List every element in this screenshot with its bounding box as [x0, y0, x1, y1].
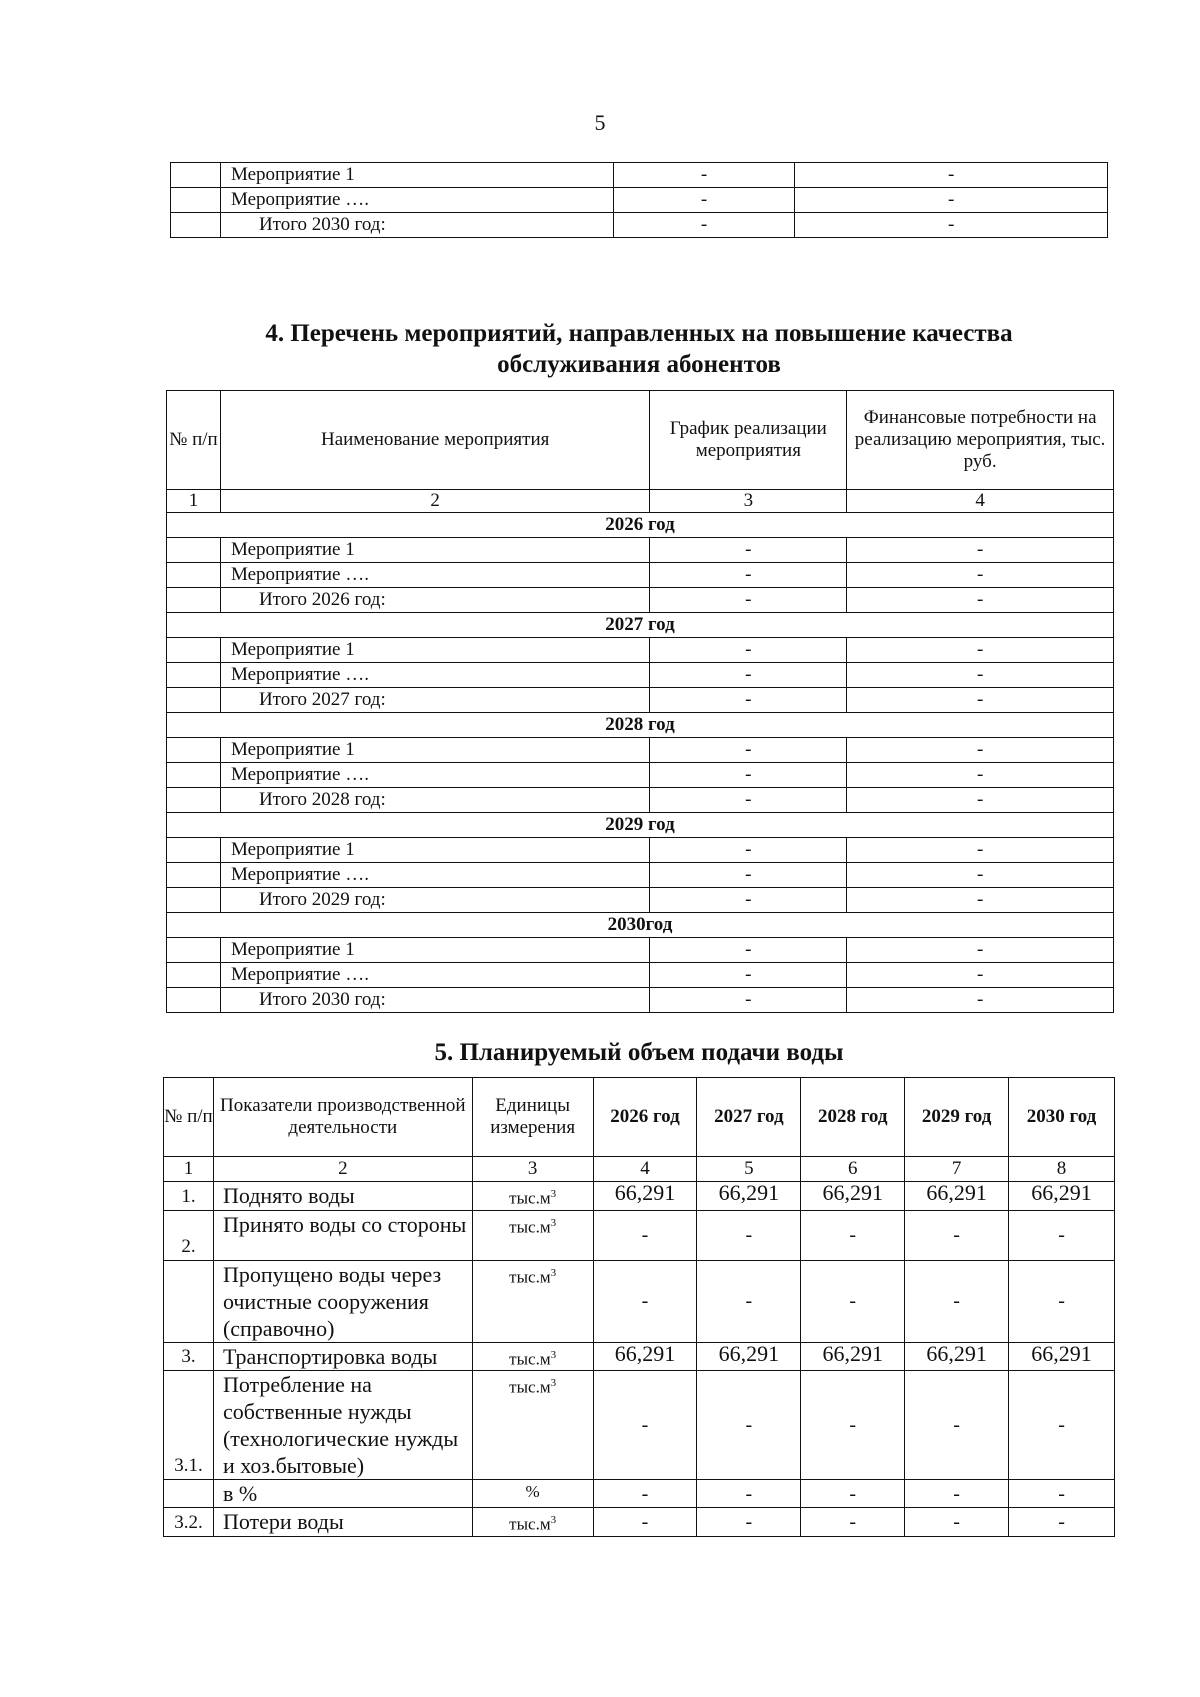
col-number: 6 [801, 1157, 905, 1182]
measure-name: Итого 2030 год: [220, 213, 613, 238]
measure-row [167, 763, 1114, 788]
row-num [167, 863, 221, 888]
total-row [171, 213, 1108, 238]
year-label: 2026 год [167, 513, 1114, 538]
schedule-value: - [650, 788, 847, 813]
measure-name: Мероприятие 1 [220, 938, 649, 963]
year-value: - [905, 1260, 1009, 1342]
unit-cell [472, 1508, 593, 1537]
unit-superscript: 3 [550, 1266, 557, 1279]
header-name: Наименование мероприятия [220, 391, 649, 490]
measure-name: Итого 2026 год: [220, 588, 649, 613]
year-value: - [905, 1371, 1009, 1480]
year-value: 66,291 [593, 1182, 697, 1211]
header-unit: Единицы измерения [472, 1078, 593, 1157]
schedule-value: - [613, 188, 795, 213]
unit-label: тыс.м [509, 1267, 551, 1287]
row-num: 3.2. [164, 1508, 214, 1537]
row-num [167, 738, 221, 763]
indicator-row [164, 1371, 1115, 1480]
year-value: - [905, 1480, 1009, 1508]
indicator-name: Поднято воды [213, 1182, 472, 1211]
row-num: 1. [164, 1182, 214, 1211]
header-finance: Финансовые потребности на реализацию мероприятия, тыс. руб. [847, 391, 1114, 490]
year-value: 66,291 [697, 1182, 801, 1211]
column-number-row [164, 1157, 1115, 1182]
total-row [167, 988, 1114, 1013]
year-value: 66,291 [1009, 1182, 1115, 1211]
year-row [167, 613, 1114, 638]
schedule-value: - [650, 963, 847, 988]
indicator-name: Потери воды [213, 1508, 472, 1537]
finance-value: - [847, 688, 1114, 713]
indicator-row [164, 1260, 1115, 1342]
header-schedule: График реализации мероприятия [650, 391, 847, 490]
finance-value: - [847, 663, 1114, 688]
indicator-row [164, 1508, 1115, 1537]
schedule-value: - [650, 888, 847, 913]
finance-value: - [847, 763, 1114, 788]
col-number: 5 [697, 1157, 801, 1182]
measure-row [167, 563, 1114, 588]
row-num [164, 1260, 214, 1342]
measure-name: Мероприятие …. [220, 863, 649, 888]
year-value: - [593, 1371, 697, 1480]
measure-row [171, 188, 1108, 213]
year-value: - [697, 1260, 801, 1342]
unit-superscript: 3 [550, 1514, 557, 1527]
col-number: 2 [220, 490, 649, 513]
measure-name: Мероприятие …. [220, 963, 649, 988]
measure-row [167, 663, 1114, 688]
row-num: 3. [164, 1342, 214, 1371]
schedule-value: - [613, 213, 795, 238]
schedule-value: - [650, 763, 847, 788]
finance-value: - [795, 163, 1108, 188]
measure-name: Мероприятие 1 [220, 538, 649, 563]
indicator-name: Транспортировка воды [213, 1342, 472, 1371]
indicator-row [164, 1480, 1115, 1508]
row-num [171, 163, 221, 188]
schedule-value: - [650, 938, 847, 963]
finance-value: - [847, 963, 1114, 988]
indicator-row [164, 1342, 1115, 1371]
measures-table [166, 390, 1114, 1013]
year-value: - [905, 1210, 1009, 1260]
year-value: - [1009, 1371, 1115, 1480]
header-year: 2030 год [1009, 1078, 1115, 1157]
unit-label: тыс.м [509, 1514, 551, 1534]
finance-value: - [847, 863, 1114, 888]
year-value: - [801, 1508, 905, 1537]
finance-value: - [847, 538, 1114, 563]
year-value: 66,291 [1009, 1342, 1115, 1371]
year-value: 66,291 [697, 1342, 801, 1371]
unit-cell [472, 1480, 593, 1508]
indicator-name: в % [213, 1480, 472, 1508]
total-row [167, 788, 1114, 813]
indicator-name: Принято воды со стороны [213, 1210, 472, 1260]
col-number: 1 [164, 1157, 214, 1182]
unit-cell [472, 1260, 593, 1342]
measure-row [167, 863, 1114, 888]
year-value: - [697, 1508, 801, 1537]
header-num: № п/п [167, 391, 221, 490]
col-number: 3 [472, 1157, 593, 1182]
row-num [167, 538, 221, 563]
year-label: 2029 год [167, 813, 1114, 838]
row-num [167, 638, 221, 663]
total-row [167, 888, 1114, 913]
unit-label: тыс.м [509, 1217, 551, 1237]
finance-value: - [847, 838, 1114, 863]
unit-label: тыс.м [509, 1349, 551, 1369]
unit-superscript: 3 [550, 1377, 557, 1390]
finance-value: - [847, 563, 1114, 588]
unit-superscript: 3 [550, 1188, 557, 1200]
unit-cell [472, 1210, 593, 1260]
measure-row [167, 638, 1114, 663]
measure-row [167, 538, 1114, 563]
measure-row [167, 963, 1114, 988]
year-value: - [905, 1508, 1009, 1537]
measure-name: Мероприятие …. [220, 763, 649, 788]
row-num [171, 213, 221, 238]
col-number: 3 [650, 490, 847, 513]
schedule-value: - [650, 838, 847, 863]
measure-row [171, 163, 1108, 188]
measure-name: Мероприятие …. [220, 188, 613, 213]
finance-value: - [795, 188, 1108, 213]
finance-value: - [847, 588, 1114, 613]
water-supply-table-body [164, 1078, 1115, 1537]
row-num [167, 888, 221, 913]
unit-superscript: 3 [550, 1216, 557, 1229]
row-num [167, 788, 221, 813]
header-indicator: Показатели производственной деятельности [213, 1078, 472, 1157]
measure-name: Мероприятие 1 [220, 163, 613, 188]
year-value: - [1009, 1480, 1115, 1508]
continuation-table [170, 162, 1108, 238]
row-num [164, 1480, 214, 1508]
year-value: 66,291 [593, 1342, 697, 1371]
year-value: - [1009, 1210, 1115, 1260]
year-row [167, 513, 1114, 538]
schedule-value: - [650, 688, 847, 713]
row-num [167, 563, 221, 588]
unit-label: % [525, 1482, 540, 1502]
indicator-row [164, 1182, 1115, 1211]
measure-name: Итого 2027 год: [220, 688, 649, 713]
finance-value: - [847, 888, 1114, 913]
schedule-value: - [650, 538, 847, 563]
year-value: - [801, 1260, 905, 1342]
measure-row [167, 838, 1114, 863]
table-header-row [167, 391, 1114, 490]
schedule-value: - [650, 563, 847, 588]
row-num [167, 763, 221, 788]
year-value: - [697, 1480, 801, 1508]
measure-name: Мероприятие 1 [220, 838, 649, 863]
year-value: - [593, 1210, 697, 1260]
schedule-value: - [650, 988, 847, 1013]
measure-row [167, 738, 1114, 763]
schedule-value: - [650, 638, 847, 663]
header-year: 2029 год [905, 1078, 1009, 1157]
measure-name: Мероприятие 1 [220, 738, 649, 763]
year-row [167, 913, 1114, 938]
schedule-value: - [650, 738, 847, 763]
year-label: 2027 год [167, 613, 1114, 638]
unit-superscript: 3 [550, 1348, 557, 1361]
schedule-value: - [650, 663, 847, 688]
measures-table-body [167, 391, 1114, 1013]
schedule-value: - [650, 863, 847, 888]
year-value: 66,291 [801, 1342, 905, 1371]
col-number: 7 [905, 1157, 1009, 1182]
year-value: - [697, 1371, 801, 1480]
measure-name: Итого 2029 год: [220, 888, 649, 913]
measure-name: Мероприятие …. [220, 663, 649, 688]
year-value: - [801, 1480, 905, 1508]
year-value: 66,291 [905, 1342, 1009, 1371]
year-value: - [593, 1480, 697, 1508]
unit-label: тыс.м [509, 1188, 551, 1208]
header-year: 2027 год [697, 1078, 801, 1157]
year-value: 66,291 [801, 1182, 905, 1211]
section4-title-line2: обслуживания абонентов [497, 351, 781, 378]
year-label: 2030год [167, 913, 1114, 938]
unit-cell [472, 1342, 593, 1371]
year-value: - [801, 1210, 905, 1260]
col-number: 8 [1009, 1157, 1115, 1182]
year-value: - [1009, 1260, 1115, 1342]
total-row [167, 588, 1114, 613]
year-value: - [697, 1210, 801, 1260]
indicator-name: Пропущено воды через очистные сооружения (справочно) [213, 1260, 472, 1342]
row-num [167, 663, 221, 688]
water-supply-table [163, 1077, 1115, 1537]
measure-name: Мероприятие …. [220, 563, 649, 588]
finance-value: - [847, 988, 1114, 1013]
year-value: 66,291 [905, 1182, 1009, 1211]
continuation-table-body [171, 163, 1108, 238]
measure-name: Итого 2030 год: [220, 988, 649, 1013]
finance-value: - [847, 938, 1114, 963]
col-number: 1 [167, 490, 221, 513]
row-num [167, 963, 221, 988]
measure-name: Итого 2028 год: [220, 788, 649, 813]
measure-name: Мероприятие 1 [220, 638, 649, 663]
table-header-row [164, 1078, 1115, 1157]
indicator-name: Потребление на собственные нужды (технологические нужды и хоз.бытовые) [213, 1371, 472, 1480]
schedule-value: - [613, 163, 795, 188]
total-row [167, 688, 1114, 713]
year-row [167, 813, 1114, 838]
row-num [167, 938, 221, 963]
year-value: - [1009, 1508, 1115, 1537]
measure-row [167, 938, 1114, 963]
section4-title [170, 318, 1108, 380]
schedule-value: - [650, 588, 847, 613]
year-value: - [593, 1508, 697, 1537]
year-label: 2028 год [167, 713, 1114, 738]
row-num [167, 688, 221, 713]
finance-value: - [847, 738, 1114, 763]
row-num [167, 588, 221, 613]
header-num: № п/п [164, 1078, 214, 1157]
section4-title-line1: 4. Перечень мероприятий, направленных на повышение качества [265, 320, 1013, 347]
finance-value: - [847, 788, 1114, 813]
col-number: 4 [847, 490, 1114, 513]
col-number: 2 [213, 1157, 472, 1182]
row-num [167, 988, 221, 1013]
column-number-row [167, 490, 1114, 513]
col-number: 4 [593, 1157, 697, 1182]
finance-value: - [795, 213, 1108, 238]
year-row [167, 713, 1114, 738]
header-year: 2026 год [593, 1078, 697, 1157]
finance-value: - [847, 638, 1114, 663]
row-num [171, 188, 221, 213]
page-number: 5 [594, 110, 606, 135]
year-value: - [593, 1260, 697, 1342]
section5-title: 5. Планируемый объем подачи воды [434, 1039, 844, 1066]
unit-cell [472, 1182, 593, 1211]
indicator-row [164, 1210, 1115, 1260]
unit-label: тыс.м [509, 1377, 551, 1397]
row-num: 3.1. [164, 1371, 214, 1480]
header-year: 2028 год [801, 1078, 905, 1157]
year-value: - [801, 1371, 905, 1480]
row-num [167, 838, 221, 863]
unit-cell [472, 1371, 593, 1480]
row-num: 2. [164, 1210, 214, 1260]
